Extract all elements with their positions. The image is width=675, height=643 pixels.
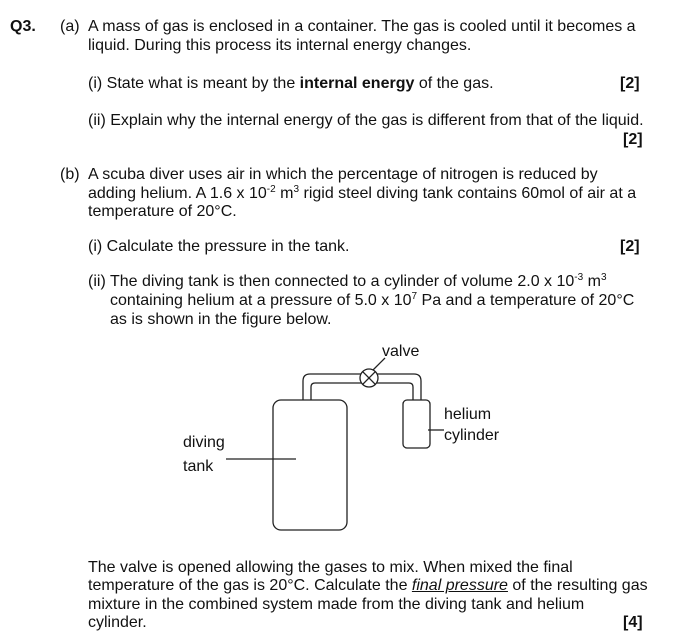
final-marks: [4]	[623, 614, 643, 631]
part-a-ii-label: (ii)	[88, 112, 106, 129]
tank-label-line-1: diving	[183, 434, 225, 451]
part-b-ii-line-3: as is shown in the figure below.	[110, 311, 332, 328]
part-a-i-marks: [2]	[620, 75, 640, 92]
part-b-ii-line-1-unit: m	[583, 273, 601, 290]
part-a-label: (a)	[60, 18, 80, 35]
part-a-i-text-pre: State what is meant by the	[106, 75, 300, 92]
part-a-i-bold-term: internal energy	[299, 75, 415, 92]
part-b-label: (b)	[60, 166, 80, 183]
final-line-4: cylinder.	[88, 614, 147, 631]
part-b-line-2-post: rigid steel diving tank contains 60mol of air at a	[299, 185, 637, 202]
helium-label-line-1: helium	[444, 406, 492, 423]
part-b-line-2-exponent: -2	[266, 184, 276, 195]
part-b-ii-line-2-exponent: 7	[411, 291, 418, 302]
part-b-line-3: temperature of 20°C.	[88, 203, 237, 220]
part-b-i-marks: [2]	[620, 238, 640, 255]
part-a-ii-text: Explain why the internal energy of the gas is different from that of the liquid.	[110, 112, 644, 129]
valve-label: valve	[382, 343, 420, 360]
part-a-intro-line-2: liquid. During this process its internal energy changes.	[88, 37, 472, 54]
final-line-2-post: of the resulting gas	[507, 577, 648, 594]
tank-label-line-2: tank	[183, 458, 214, 475]
final-line-2	[88, 576, 648, 595]
part-b-line-1: A scuba diver uses air in which the percentage of nitrogen is reduced by	[88, 166, 598, 183]
part-a-intro-line-1: A mass of gas is enclosed in a container. The gas is cooled until it becomes a	[88, 18, 636, 35]
part-b-line-2-unit: m	[275, 185, 294, 202]
part-b-i-label: (i)	[88, 238, 103, 255]
helium-label-line-2: cylinder	[444, 427, 500, 444]
final-pressure-term: final pressure	[411, 577, 508, 594]
part-b-ii-line-1-pre: The diving tank is then connected to a cylinder of volume 2.0 x 10	[110, 273, 575, 290]
part-b-ii-line-2-pre: containing helium at a pressure of 5.0 x 10	[110, 292, 412, 309]
final-line-3: mixture in the combined system made from the diving tank and helium	[88, 596, 585, 613]
part-b-ii-line-1-exponent: -3	[574, 272, 584, 283]
helium-cylinder-body	[403, 400, 430, 448]
part-b-ii-line-2-post: Pa and a temperature of 20°C	[417, 292, 635, 309]
question-number: Q3.	[10, 18, 36, 35]
connecting-pipe-inner	[311, 383, 413, 400]
part-b-line-2-pre: adding helium. A 1.6 x 10	[88, 185, 267, 202]
part-a-i-label: (i)	[88, 75, 103, 92]
part-b-ii-label: (ii)	[88, 273, 106, 290]
diving-tank-body	[273, 400, 347, 530]
part-b-i-text: Calculate the pressure in the tank.	[106, 238, 350, 255]
part-b-ii-line-1-unit-exponent: 3	[600, 272, 607, 283]
part-b-line-2-unit-exponent: 3	[293, 184, 300, 195]
final-line-1: The valve is opened allowing the gases to mix. When mixed the final	[88, 559, 573, 576]
part-a-ii-marks: [2]	[623, 131, 643, 148]
final-line-2-pre: temperature of the gas is 20°C. Calculate the	[88, 577, 412, 594]
part-a-i-text-post: of the gas.	[414, 75, 494, 92]
